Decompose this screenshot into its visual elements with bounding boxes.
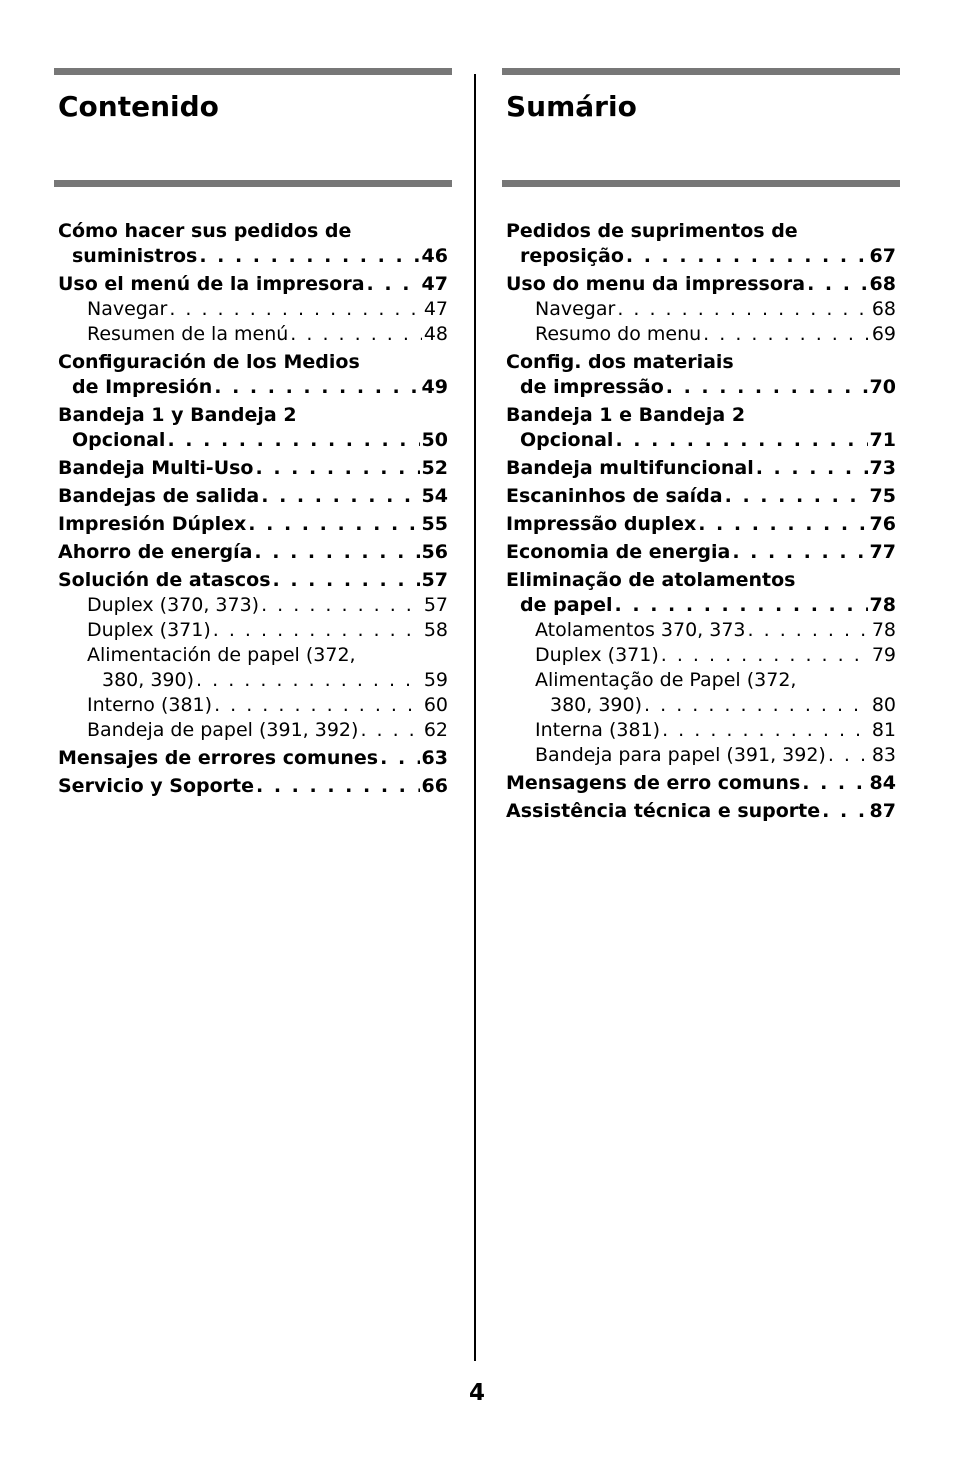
dot-leader [802, 771, 867, 796]
toc-entry-title: Bandeja de papel (391, 392) [87, 719, 359, 741]
toc-entry-page: 75 [869, 485, 896, 507]
toc-entry[interactable] [506, 297, 896, 322]
toc-entry-line [87, 593, 448, 618]
toc-entry-page: 62 [423, 719, 448, 741]
toc-entry[interactable] [58, 512, 448, 537]
section-title: Contenido [58, 90, 219, 123]
toc-entry-line [506, 771, 896, 796]
toc-entry[interactable] [58, 643, 448, 693]
toc-entry-title-line: Cómo hacer sus pedidos de [58, 220, 352, 242]
toc-entry[interactable] [58, 350, 448, 400]
toc-entry-page: 76 [869, 513, 896, 535]
toc-entry-line [506, 540, 896, 565]
toc-entry-title: Opcional [520, 429, 614, 451]
dot-leader [626, 244, 868, 269]
toc-entry-title: Interno (381) [87, 694, 213, 716]
dot-leader [807, 272, 867, 297]
toc-entry-page: 47 [423, 298, 448, 320]
toc-entry-title: Resumo do menu [535, 323, 702, 345]
toc-entry-page: 57 [423, 594, 448, 616]
toc-entry-title: Interna (381) [535, 719, 661, 741]
dot-leader [214, 375, 419, 400]
toc-entry-page: 77 [869, 541, 896, 563]
toc-column-spanish [54, 68, 452, 799]
toc-entry-line [58, 428, 448, 453]
dot-leader [615, 428, 867, 453]
toc-entry[interactable] [58, 403, 448, 453]
toc-entry[interactable] [506, 350, 896, 400]
toc-entry[interactable] [506, 618, 896, 643]
toc-entry-title: Economia de energia [506, 541, 731, 563]
toc-entry[interactable] [506, 272, 896, 297]
toc-entry-page: 49 [421, 376, 448, 398]
toc-entry-line [58, 568, 448, 593]
toc-entry-line [535, 693, 896, 718]
toc-entry-title: Duplex (371) [87, 619, 211, 641]
toc-entry[interactable] [506, 668, 896, 718]
toc-entry-title: Servicio y Soporte [58, 775, 255, 797]
toc-entry-line [87, 718, 448, 743]
toc-entry-line [535, 743, 896, 768]
toc-entry-line [58, 746, 448, 771]
toc-entry-page: 47 [421, 273, 448, 295]
toc-entry-title: Atolamentos 370, 373 [535, 619, 746, 641]
toc-entry-title: 380, 390) [102, 669, 195, 691]
toc-entry[interactable] [506, 799, 896, 824]
dot-leader [732, 540, 867, 565]
toc-entry-page: 68 [871, 298, 896, 320]
toc-entry-title: Assistência técnica e suporte [506, 800, 821, 822]
toc-entry-line [535, 643, 896, 668]
dot-leader [213, 618, 422, 643]
toc-entry-line [58, 244, 448, 269]
toc-entry-line [535, 322, 896, 347]
toc-entry-line [535, 618, 896, 643]
toc-entry-page: 80 [871, 694, 896, 716]
toc-entry-title: Duplex (371) [535, 644, 659, 666]
toc-entry-page: 59 [423, 669, 448, 691]
dot-leader [756, 456, 868, 481]
toc-entry[interactable] [506, 484, 896, 509]
toc-entry-line [87, 322, 448, 347]
dot-leader [644, 693, 870, 718]
toc-entry-page: 50 [421, 429, 448, 451]
toc-entry-title-line: Bandeja 1 e Bandeja 2 [506, 404, 746, 426]
toc-entry-line [87, 668, 448, 693]
dot-leader [661, 643, 870, 668]
toc-entry[interactable] [506, 771, 896, 796]
toc-entry-title: Uso el menú de la impresora [58, 273, 365, 295]
dot-leader [617, 297, 870, 322]
dot-leader [698, 512, 867, 537]
toc-entry-line [87, 693, 448, 718]
dot-leader [748, 618, 870, 643]
dot-leader [255, 456, 419, 481]
toc-entry[interactable] [58, 272, 448, 297]
toc-entry-title: Navegar [87, 298, 168, 320]
toc-entry-page: 55 [421, 513, 448, 535]
toc-entry[interactable] [58, 322, 448, 347]
dot-leader [380, 746, 419, 771]
toc-entry-title: Uso do menu da impressora [506, 273, 806, 295]
toc-entry-line [58, 540, 448, 565]
dot-leader [167, 428, 419, 453]
toc-entry-line [506, 272, 896, 297]
toc-entry[interactable] [58, 484, 448, 509]
dot-leader [256, 774, 420, 799]
top-rule [54, 68, 452, 75]
toc-entry-title: Escaninhos de saída [506, 485, 723, 507]
toc-column-portuguese [502, 68, 900, 824]
toc-entry-line [506, 484, 896, 509]
toc-entry[interactable] [58, 774, 448, 799]
title-rule [54, 180, 452, 187]
dot-leader [214, 693, 422, 718]
dot-leader [828, 743, 870, 768]
toc-entry-title: Bandeja multifuncional [506, 457, 754, 479]
toc-entry-title: Opcional [72, 429, 166, 451]
toc-entry-title: Bandeja para papel (391, 392) [535, 744, 826, 766]
toc-entry[interactable] [58, 746, 448, 771]
toc-entry-title: suministros [72, 245, 198, 267]
toc-entry-title-line: Alimentación de papel (372, [87, 644, 356, 666]
toc-entry[interactable] [58, 297, 448, 322]
toc-entry[interactable] [506, 568, 896, 618]
toc-entry-page: 70 [869, 376, 896, 398]
column-divider [474, 74, 476, 1361]
toc-entry-page: 84 [869, 772, 896, 794]
toc-entry-page: 54 [421, 485, 448, 507]
dot-leader [290, 322, 422, 347]
toc-entry[interactable] [506, 718, 896, 743]
section-title: Sumário [506, 90, 637, 123]
dot-leader [360, 718, 421, 743]
toc-entry-title: Ahorro de energía [58, 541, 253, 563]
dot-leader [666, 375, 868, 400]
toc-entry[interactable] [506, 322, 896, 347]
toc-entry[interactable] [58, 718, 448, 743]
toc-entry-line [535, 718, 896, 743]
toc-entry-page: 87 [869, 800, 896, 822]
toc-entry-title: Impresión Dúplex [58, 513, 247, 535]
toc-entry-title: Bandeja Multi-Uso [58, 457, 254, 479]
toc-entry-page: 60 [423, 694, 448, 716]
toc-entry-line [58, 774, 448, 799]
toc-entry-page: 81 [871, 719, 896, 741]
top-rule [502, 68, 900, 75]
toc-entry[interactable] [58, 456, 448, 481]
dot-leader [261, 484, 419, 509]
toc-entry-title: Impressão duplex [506, 513, 697, 535]
dot-leader [254, 540, 419, 565]
dot-leader [822, 799, 867, 824]
toc-entry-page: 46 [421, 245, 448, 267]
toc-entry[interactable] [58, 618, 448, 643]
toc-entry-line [58, 272, 448, 297]
toc-entry[interactable] [506, 512, 896, 537]
toc-entry-page: 78 [869, 594, 896, 616]
toc-entry-page: 63 [421, 747, 448, 769]
toc-entry-page: 79 [871, 644, 896, 666]
toc-entry-line [506, 593, 896, 618]
toc-list [502, 219, 900, 824]
toc-entry-title: de Impresión [72, 376, 213, 398]
toc-entry-line [506, 428, 896, 453]
toc-entry-title-line: Config. dos materiais [506, 351, 734, 373]
toc-entry-title: Navegar [535, 298, 616, 320]
toc-entry-page: 52 [421, 457, 448, 479]
toc-entry-line [506, 512, 896, 537]
toc-entry-title: Resumen de la menú [87, 323, 289, 345]
toc-entry[interactable] [506, 743, 896, 768]
toc-entry-page: 48 [423, 323, 448, 345]
toc-entry[interactable] [58, 568, 448, 593]
toc-entry-line [58, 456, 448, 481]
toc-entry-title: 380, 390) [550, 694, 643, 716]
toc-entry-title-line: Eliminação de atolamentos [506, 569, 796, 591]
toc-entry[interactable] [58, 540, 448, 565]
dot-leader [196, 668, 422, 693]
dot-leader [615, 593, 868, 618]
toc-entry-page: 68 [869, 273, 896, 295]
toc-entry-title-line: Bandeja 1 y Bandeja 2 [58, 404, 297, 426]
toc-entry-page: 57 [421, 569, 448, 591]
toc-entry-line [87, 618, 448, 643]
toc-entry-title: Mensajes de errores comunes [58, 747, 379, 769]
toc-entry-line [506, 375, 896, 400]
toc-entry-title-line: Alimentação de Papel (372, [535, 669, 797, 691]
toc-entry-line [58, 512, 448, 537]
toc-entry-page: 78 [871, 619, 896, 641]
toc-list [54, 219, 452, 799]
toc-entry[interactable] [58, 593, 448, 618]
dot-leader [367, 272, 420, 297]
page-number: 4 [468, 1380, 485, 1406]
toc-entry-line [58, 375, 448, 400]
dot-leader [703, 322, 870, 347]
toc-entry-line [87, 297, 448, 322]
toc-entry-page: 56 [421, 541, 448, 563]
toc-entry-title: reposição [520, 245, 624, 267]
toc-entry[interactable] [58, 219, 448, 269]
title-rule [502, 180, 900, 187]
toc-entry-title: de impressão [520, 376, 664, 398]
toc-entry[interactable] [506, 403, 896, 453]
toc-entry-line [506, 456, 896, 481]
toc-entry-line [506, 244, 896, 269]
dot-leader [725, 484, 868, 509]
toc-entry-line [506, 799, 896, 824]
toc-entry-page: 73 [869, 457, 896, 479]
dot-leader [662, 718, 870, 743]
dot-leader [199, 244, 419, 269]
toc-entry-title: Mensagens de erro comuns [506, 772, 801, 794]
toc-entry-page: 66 [421, 775, 448, 797]
toc-entry-page: 71 [869, 429, 896, 451]
toc-entry[interactable] [506, 219, 896, 269]
dot-leader [248, 512, 419, 537]
dot-leader [273, 568, 420, 593]
toc-entry-line [58, 484, 448, 509]
toc-entry-page: 83 [871, 744, 896, 766]
toc-entry-title: Bandejas de salida [58, 485, 260, 507]
toc-entry-title-line: Configuración de los Medios [58, 351, 360, 373]
toc-entry[interactable] [506, 456, 896, 481]
toc-entry-title-line: Pedidos de suprimentos de [506, 220, 798, 242]
toc-entry[interactable] [506, 643, 896, 668]
toc-entry-line [535, 297, 896, 322]
toc-entry-page: 67 [869, 245, 896, 267]
toc-entry-title: Solución de atascos [58, 569, 271, 591]
toc-entry-page: 69 [871, 323, 896, 345]
dot-leader [169, 297, 422, 322]
toc-entry-page: 58 [423, 619, 448, 641]
toc-entry[interactable] [506, 540, 896, 565]
toc-entry[interactable] [58, 693, 448, 718]
dot-leader [261, 593, 422, 618]
toc-entry-title: Duplex (370, 373) [87, 594, 260, 616]
toc-entry-title: de papel [520, 594, 613, 616]
